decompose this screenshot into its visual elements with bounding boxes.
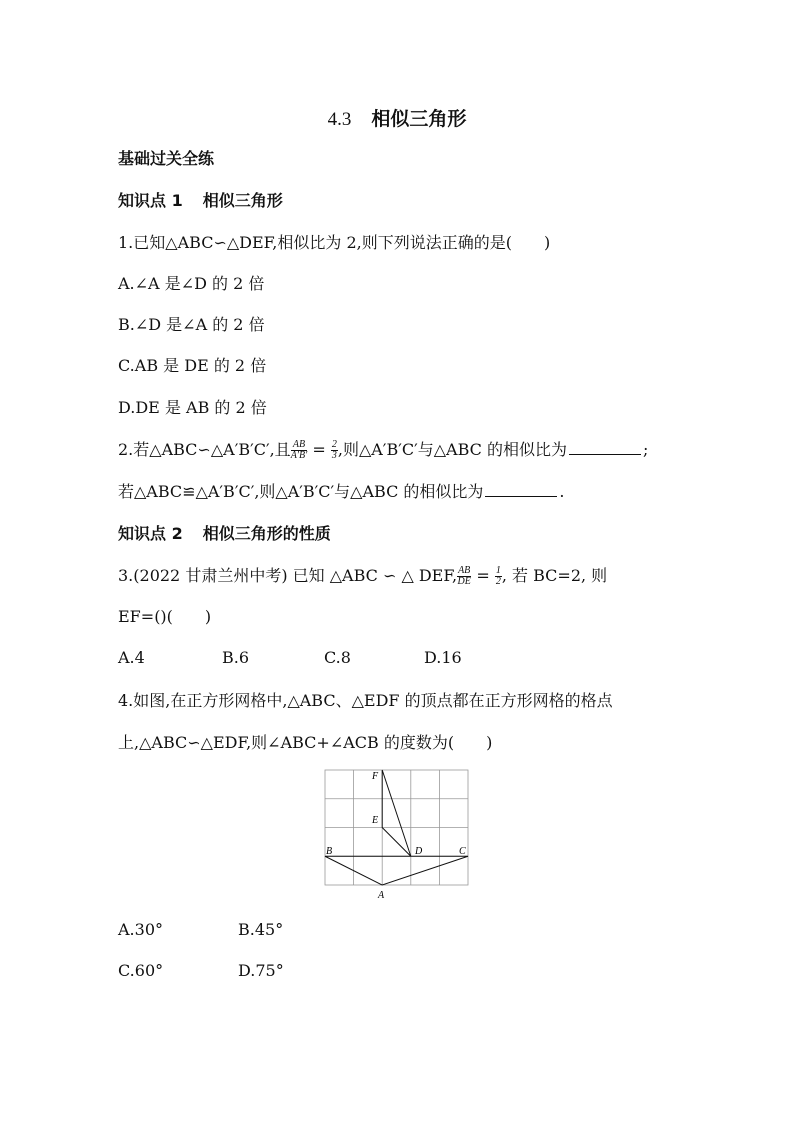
q3-option-c: C.8 bbox=[324, 648, 351, 667]
q2-part-3: ; bbox=[642, 440, 649, 459]
kp1-tag: 知识点 1 bbox=[118, 191, 183, 210]
q3-option-d: D.16 bbox=[424, 648, 462, 667]
q3-option-a: A.4 bbox=[118, 648, 145, 667]
triangle-abc bbox=[325, 856, 468, 885]
question-2-line-1 bbox=[118, 439, 648, 461]
kp2-text: 相似三角形的性质 bbox=[202, 524, 331, 543]
q2-answer-blank-1[interactable] bbox=[569, 440, 641, 455]
section-title: 相似三角形 bbox=[371, 108, 467, 130]
q4-option-d: D.75° bbox=[238, 961, 284, 980]
q3-option-b: B.6 bbox=[222, 648, 250, 667]
label-A: A bbox=[378, 890, 385, 901]
q1-option-d: D.DE 是 AB 的 2 倍 bbox=[118, 398, 267, 417]
kp2-tag: 知识点 2 bbox=[118, 524, 183, 543]
q3-frac2-numerator: 1 bbox=[495, 565, 501, 576]
q4-option-b: B.45° bbox=[238, 920, 284, 939]
q1-similar-symbol: ∽ bbox=[213, 233, 227, 252]
question-3-line-1 bbox=[118, 565, 607, 587]
label-E: E bbox=[372, 815, 379, 826]
q2-line2-text: 若△ABC≌△A′B′C′,则△A′B′C′与△ABC 的相似比为 bbox=[118, 482, 484, 501]
q1-option-b: B.∠D 是∠A 的 2 倍 bbox=[118, 315, 265, 334]
q3-fraction-2 bbox=[495, 566, 502, 587]
q2-part-2: ,则△A′B′C′与△ABC 的相似比为 bbox=[337, 440, 567, 459]
exercise-heading: 基础过关全练 bbox=[118, 149, 215, 168]
kp1-text: 相似三角形 bbox=[202, 191, 283, 210]
q2-frac2-denominator: 3 bbox=[331, 450, 337, 461]
q2-frac2-numerator: 2 bbox=[331, 439, 337, 450]
question-4-line-1: 4.如图,在正方形网格中,△ABC、△EDF 的顶点都在正方形网格的格点 bbox=[118, 691, 613, 710]
q4-grid-figure bbox=[315, 765, 485, 905]
q3-frac1-numerator: AB bbox=[458, 565, 471, 576]
q2-line2-end: . bbox=[559, 482, 565, 501]
q2-fraction-2 bbox=[331, 440, 338, 461]
q2-fraction-1 bbox=[291, 440, 308, 461]
triangle-edf bbox=[382, 770, 411, 856]
q1-option-c: C.AB 是 DE 的 2 倍 bbox=[118, 356, 267, 375]
label-B: B bbox=[326, 846, 333, 857]
q4-option-c: C.60° bbox=[118, 961, 164, 980]
question-1-stem bbox=[118, 232, 550, 254]
q4-option-a: A.30° bbox=[118, 920, 163, 939]
q1-triangle-2: △DEF bbox=[226, 233, 273, 252]
q2-frac1-denominator: A′B′ bbox=[290, 450, 308, 461]
question-4-line-2: 上,△ABC∽△EDF,则∠ABC+∠ACB 的度数为( ) bbox=[118, 733, 493, 752]
page-title bbox=[0, 104, 794, 131]
q3-frac1-denominator: DE bbox=[457, 576, 471, 587]
q2-equals: = bbox=[307, 440, 331, 459]
question-3-line-2: EF=()( ) bbox=[118, 607, 212, 626]
knowledge-point-1 bbox=[118, 190, 283, 212]
q1-suffix: ,相似比为 2,则下列说法正确的是( ) bbox=[272, 233, 551, 252]
q3-fraction-1 bbox=[457, 566, 471, 587]
q2-answer-blank-2[interactable] bbox=[485, 482, 557, 497]
q1-option-a: A.∠A 是∠D 的 2 倍 bbox=[118, 274, 265, 293]
q1-prefix: 1.已知 bbox=[118, 233, 166, 252]
section-number: 4.3 bbox=[327, 109, 352, 130]
label-F: F bbox=[372, 771, 379, 782]
knowledge-point-2 bbox=[118, 523, 331, 545]
q3-part-1: 3.(2022 甘肃兰州中考) 已知 △ABC ∽ △ DEF, bbox=[118, 566, 458, 585]
q2-part-1: 2.若△ABC∽△A′B′C′,且 bbox=[118, 440, 291, 459]
q3-part-2: , 若 BC=2, 则 bbox=[501, 566, 608, 585]
q3-frac2-denominator: 2 bbox=[495, 576, 501, 587]
q1-triangle-1: △ABC bbox=[165, 233, 214, 252]
q3-equals: = bbox=[471, 566, 495, 585]
q2-frac1-numerator: AB bbox=[291, 440, 308, 451]
grid-lines bbox=[325, 770, 468, 885]
question-2-line-2 bbox=[118, 481, 565, 503]
label-D: D bbox=[415, 846, 423, 857]
label-C: C bbox=[459, 846, 466, 857]
